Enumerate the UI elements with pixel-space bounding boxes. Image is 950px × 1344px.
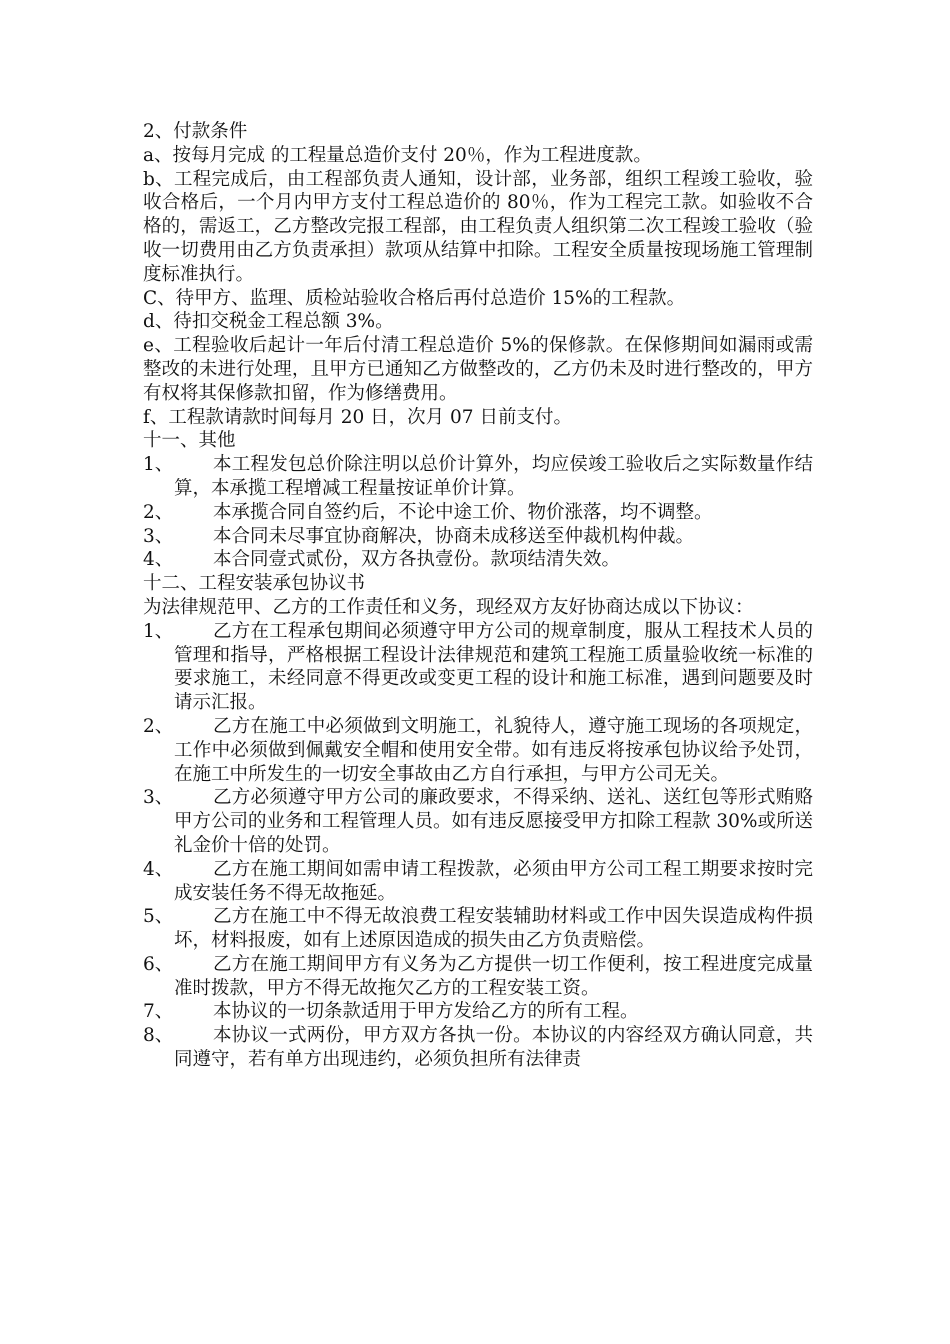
item-number: 8、 bbox=[143, 1025, 174, 1047]
payment-terms-heading: 2、付款条件 bbox=[143, 121, 248, 142]
agreement-item bbox=[143, 715, 813, 786]
agreement-item bbox=[143, 1024, 813, 1072]
item-number: 1、 bbox=[143, 620, 174, 642]
agreement-item bbox=[143, 905, 813, 953]
item-number: 4、 bbox=[143, 858, 174, 880]
item-text: 乙方必须遵守甲方公司的廉政要求，不得采纳、送礼、送红包等形式贿赂甲方公司的业务和工程管理人员。如有违反愿接受甲方扣除工程款 30%或所送礼金价十倍的处罚。 bbox=[174, 787, 814, 856]
item-number: 1、 bbox=[143, 454, 174, 476]
payment-item-e: e、工程验收后起计一年后付清工程总造价 5%的保修款。在保修期间如漏雨或需整改的未进行处理，且甲方已通知乙方做整改的，乙方仍未及时进行整改的，甲方有权将其保修款扣留，作为修缮费用。 bbox=[143, 335, 813, 404]
item-text: 乙方在施工中必须做到文明施工，礼貌待人，遵守施工现场的各项规定，工作中必须做到佩戴安全帽和使用安全带。如有违反将按承包协议给予处罚，在施工中所发生的一切安全事故由乙方自行承担，与甲方公司无关。 bbox=[174, 715, 813, 785]
item-text: 本合同未尽事宜协商解决，协商未成移送至仲裁机构仲裁。 bbox=[213, 525, 695, 547]
item-text: 本合同壹式贰份，双方各执壹份。款项结清失效。 bbox=[213, 549, 621, 571]
agreement-item bbox=[143, 1000, 813, 1024]
agreement-item bbox=[143, 953, 813, 1001]
other-heading: 十一、其他 bbox=[143, 430, 236, 452]
item-text: 本工程发包总价除注明以总价计算外，均应侯竣工验收后之实际数量作结算，本承揽工程增减工程量按证单价计算。 bbox=[174, 454, 813, 499]
item-number: 5、 bbox=[143, 906, 174, 928]
item-text: 本协议一式两份，甲方双方各执一份。本协议的内容经双方确认同意，共同遵守，若有单方出现违约，必须负担所有法律责 bbox=[174, 1025, 813, 1071]
item-text: 乙方在施工期间如需申请工程拨款，必须由甲方公司工程工期要求按时完成安装任务不得无故拖延。 bbox=[174, 858, 813, 904]
item-text: 本协议的一切条款适用于甲方发给乙方的所有工程。 bbox=[213, 1001, 639, 1023]
item-text: 本承揽合同自签约后，不论中途工价、物价涨落，均不调整。 bbox=[213, 501, 713, 523]
agreement-item bbox=[143, 786, 813, 857]
agreement-intro: 为法律规范甲、乙方的工作责任和义务，现经双方友好协商达成以下协议： bbox=[143, 596, 754, 618]
agreement-item bbox=[143, 858, 813, 906]
other-item bbox=[143, 525, 813, 549]
agreement-item bbox=[143, 620, 813, 715]
payment-item-a: a、按每月完成 的工程量总造价支付 20％，作为工程进度款。 bbox=[143, 144, 652, 166]
item-number: 3、 bbox=[143, 787, 174, 809]
payment-item-d: d、待扣交税金工程总额 3%。 bbox=[143, 311, 394, 333]
item-text: 乙方在工程承包期间必须遵守甲方公司的规章制度，服从工程技术人员的管理和指导，严格根据工程设计法律规范和建筑工程施工质量验收统一标准的要求施工，未经同意不得更改或变更工程的设计和施工标准，遇到问题要及时请示汇报。 bbox=[174, 620, 813, 714]
other-item bbox=[143, 501, 813, 525]
item-number: 7、 bbox=[143, 1001, 174, 1023]
item-text: 乙方在施工中不得无故浪费工程安装辅助材料或工作中因失误造成构件损坏，材料报废，如有上述原因造成的损失由乙方负责赔偿。 bbox=[174, 906, 813, 952]
item-text: 乙方在施工期间甲方有义务为乙方提供一切工作便利，按工程进度完成量准时拨款，甲方不得无故拖欠乙方的工程安装工资。 bbox=[174, 953, 813, 999]
item-number: 2、 bbox=[143, 715, 174, 737]
agreement-heading: 十二、工程安装承包协议书 bbox=[143, 573, 366, 595]
other-item bbox=[143, 453, 813, 501]
document-page bbox=[143, 120, 813, 1072]
payment-item-f: f、工程款请款时间每月 20 日，次月 07 日前支付。 bbox=[143, 406, 572, 428]
other-item bbox=[143, 548, 813, 572]
item-number: 4、 bbox=[143, 549, 174, 571]
payment-item-c: C、待甲方、监理、质检站验收合格后再付总造价 15%的工程款。 bbox=[143, 287, 686, 309]
payment-item-b: b、工程完成后，由工程部负责人通知，设计部，业务部，组织工程竣工验收，验收合格后，一个月内甲方支付工程总造价的 80％，作为工程完工款。如验收不合格的，需返工，乙方整改完报工程部，由工程负责人组织第二次工程竣工验收（验收一切费用由乙方负责承担）款项从结算中扣除。工程安全质量按现场施工管理制度标准执行。 bbox=[143, 168, 813, 285]
item-number: 6、 bbox=[143, 953, 174, 975]
item-number: 2、 bbox=[143, 501, 174, 523]
item-number: 3、 bbox=[143, 525, 174, 547]
